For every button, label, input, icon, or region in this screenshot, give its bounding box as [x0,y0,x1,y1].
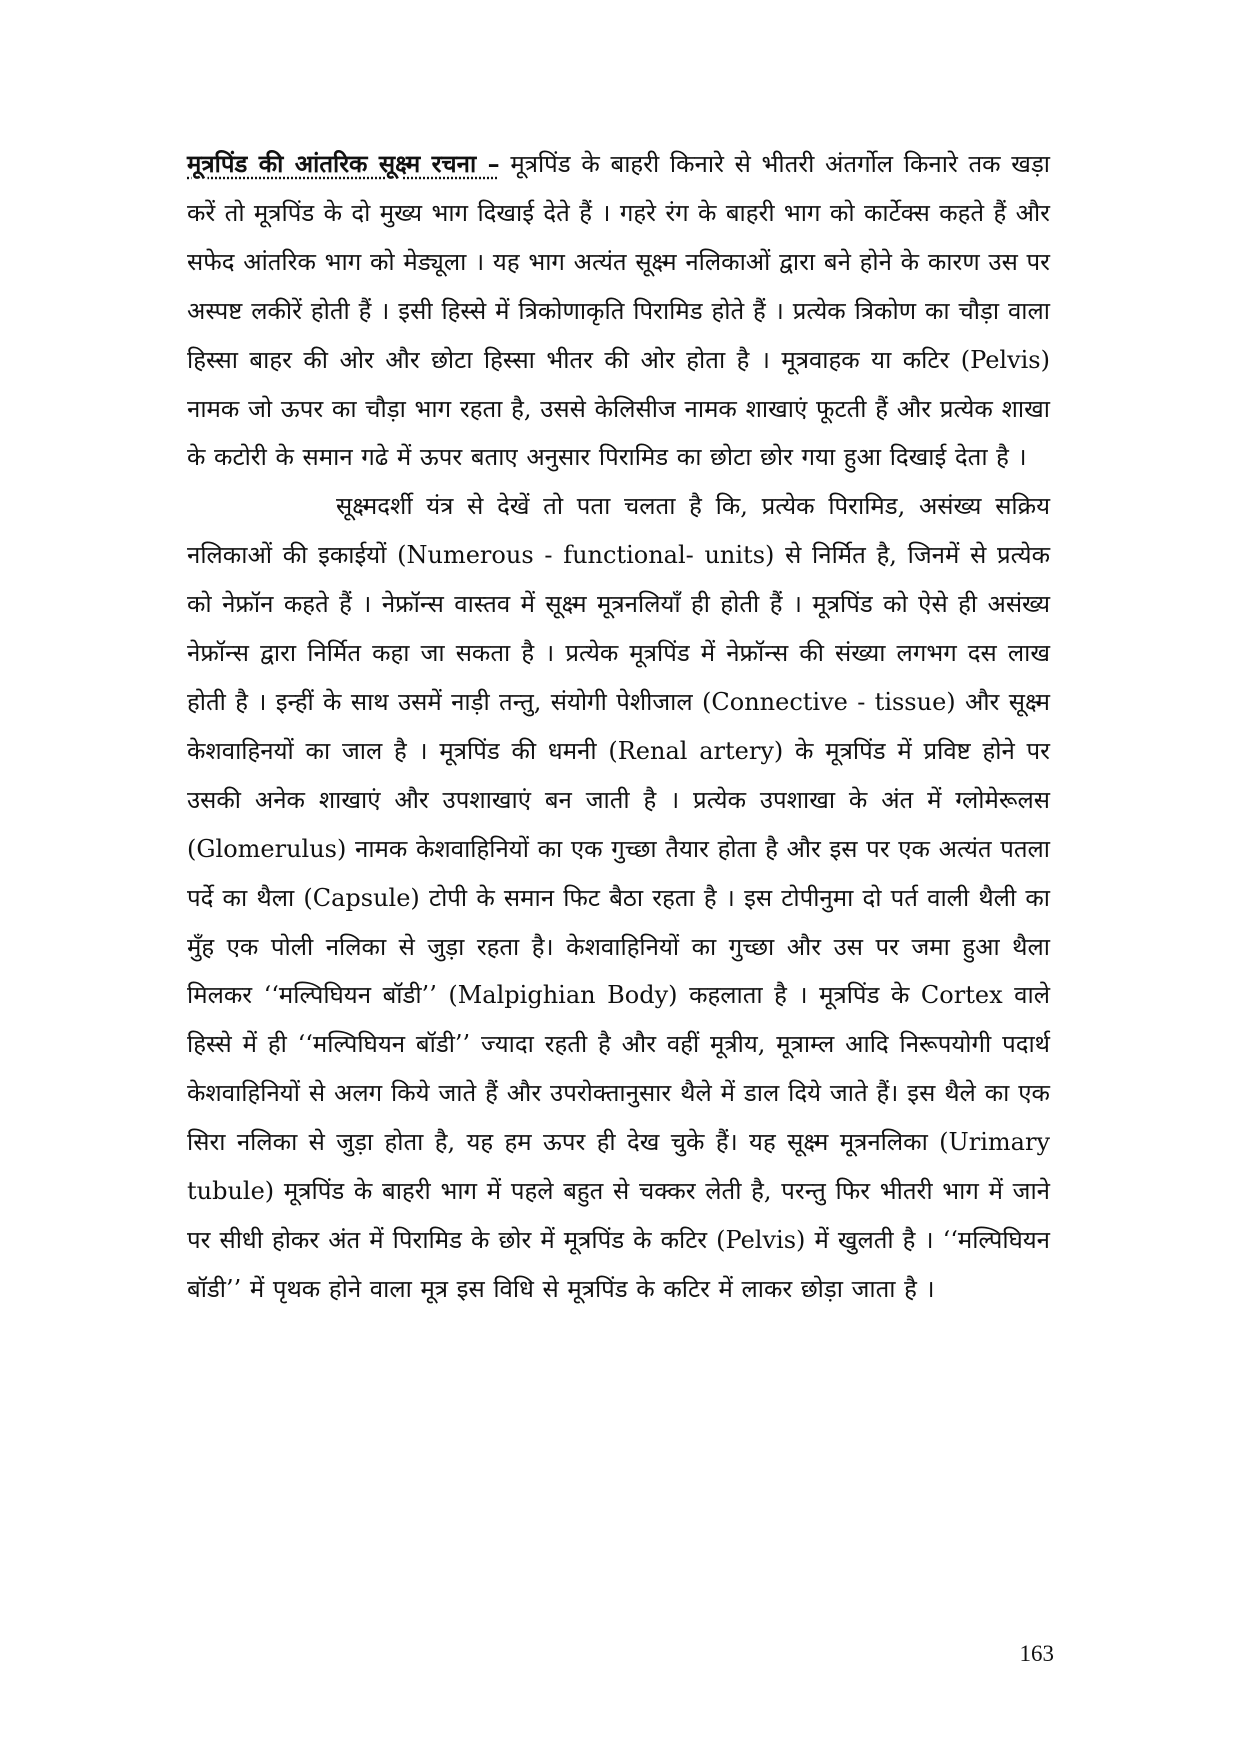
paragraph-microscope-nephron: सूक्ष्मदर्शी यंत्र से देखें तो पता चलता है कि, प्रत्येक पिरामिड, असंख्य सक्रिय नलिकाओं की इकाईयों (Numerous - functional- units) से निर्मित है, जिनमें से प्रत्येक को नेफ्रॉन कहते हैं । नेफ्रॉन्स वास्तव में सूक्ष्म मूत्रनलियाँ ही होती हैं । मूत्रपिंड को ऐसे ही असंख्य नेफ्रॉन्स द्वारा निर्मित कहा जा सकता है । प्रत्येक मूत्रपिंड में नेफ्रॉन्स की संख्या लगभग दस लाख होती है । इन्हीं के साथ उसमें नाड़ी तन्तु, संयोगी पेशीजाल (Connective - tissue) और सूक्ष्म केशवाहिनयों का जाल है । मूत्रपिंड की धमनी (Renal artery) के मूत्रपिंड में प्रविष्ट होने पर उसकी अनेक शाखाएं और उपशाखाएं बन जाती है । प्रत्येक उपशाखा के अंत में ग्लोमेरूलस (Glomerulus) नामक केशवाहिनियों का एक गुच्छा तैयार होता है और इस पर एक अत्यंत पतला पर्दे का थैला (Capsule) टोपी के समान फिट बैठा रहता है । इस टोपीनुमा दो पर्त वाली थैली का मुँह एक पोली नलिका से जुड़ा रहता है। केशवाहिनियों का गुच्छा और उस पर जमा हुआ थैला मिलकर ‘‘मल्पिघियन बॉडी’’ (Malpighian Body) कहलाता है । मूत्रपिंड के Cortex वाले हिस्से में ही ‘‘मल्पिघियन बॉडी’’ ज्यादा रहती है और वहीं मूत्रीय, मूत्राम्ल आदि निरूपयोगी पदार्थ केशवाहिनियों से अलग किये जाते हैं और उपरोक्तानुसार थैले में डाल दिये जाते हैं। इस थैले का एक सिरा नलिका से जुड़ा होता है, यह हम ऊपर ही देख चुके हैं। यह सूक्ष्म मूत्रनलिका (Urimary tubule) मूत्रपिंड के बाहरी भाग में पहले बहुत से चक्कर लेती है, परन्तु फिर भीतरी भाग में जाने पर सीधी होकर अंत में पिरामिड के छोर में मूत्रपिंड के कटिर (Pelvis) में खुलती है । ‘‘मल्पिघियन बॉडी’’ में पृथक होने वाला मूत्र इस विधि से मूत्रपिंड के कटिर में लाकर छोड़ा जाता है । [187,492,1050,1303]
paragraph-1-text: मूत्रपिंड के बाहरी किनारे से भीतरी अंतर्गोल किनारे तक खड़ा करें तो मूत्रपिंड के दो मुख्य भाग दिखाई देते हैं । गहरे रंग के बाहरी भाग को कार्टेक्स कहते हैं और सफेद आंतरिक भाग को मेड्यूला । यह भाग अत्यंत सूक्ष्म नलिकाओं द्वारा बने होने के कारण उस पर अस्पष्ट लकीरें होती हैं । इसी हिस्से में त्रिकोणाकृति पिरामिड होते हैं । प्रत्येक त्रिकोण का चौड़ा वाला हिस्सा बाहर की ओर और छोटा हिस्सा भीतर की ओर होता है । मूत्रवाहक या कटिर (Pelvis) नामक जो ऊपर का चौड़ा भाग रहता है, उससे केलिसीज नामक शाखाएं फूटती हैं और प्रत्येक शाखा के कटोरी के समान गढे में ऊपर बताए अनुसार पिरामिड का छोटा छोर गया हुआ दिखाई देता है । [187,150,1050,472]
section-heading: मूत्रपिंड की आंतरिक सूक्ष्म रचना – [187,149,500,178]
paragraph-kidney-structure [187,140,1050,482]
page-number: 163 [1019,1641,1054,1666]
page-body [187,140,1050,1314]
